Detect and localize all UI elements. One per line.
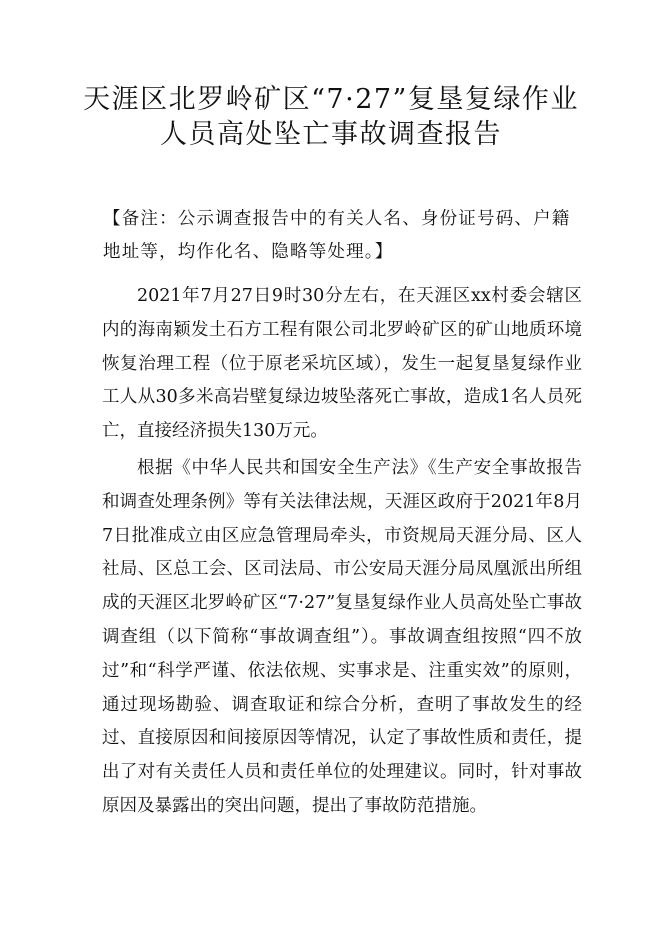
paragraph-2: 根据《中华人民共和国安全生产法》《生产安全事故报告和调查处理条例》等有关法律法规，天涯区政府于2021年8月7日批准成立由区应急管理局牵头，市资规局天涯分局、区人社局、区总工会、区司法局、市公安局天涯分局凤凰派出所组成的天涯区北罗岭矿区“7·27”复垦复绿作业人员高处坠亡事故调查组（以下简称“事故调查组”）。事故调查组按照“四不放过”和“科学严谨、依法依规、实事求是、注重实效”的原则，通过现场勘验、调查取证和综合分析，查明了事故发生的经过、直接原因和间接原因等情况，认定了事故性质和责任，提出了对有关责任人员和责任单位的处理建议。同时，针对事故原因及暴露出的突出问题，提出了事故防范措施。	[102, 458, 582, 816]
paragraph-1: 2021年7月27日9时30分左右，在天涯区xx村委会辖区内的海南颖发土石方工程有限公司北罗岭矿区的矿山地质环境恢复治理工程（位于原老采坑区域），发生一起复垦复绿作业工人从30多米高岩壁复绿边坡坠落死亡事故，造成1名人员死亡，直接经济损失130万元。	[102, 286, 582, 442]
document-title-line-2: 人员高处坠亡事故调查报告	[160, 119, 502, 150]
document-note: 【备注：公示调查报告中的有关人名、身份证号码、户籍地址等，均作化名、隐略等处理。】	[103, 209, 571, 262]
document-title-line-1: 天涯区北罗岭矿区“7·27”复垦复绿作业	[83, 84, 579, 115]
